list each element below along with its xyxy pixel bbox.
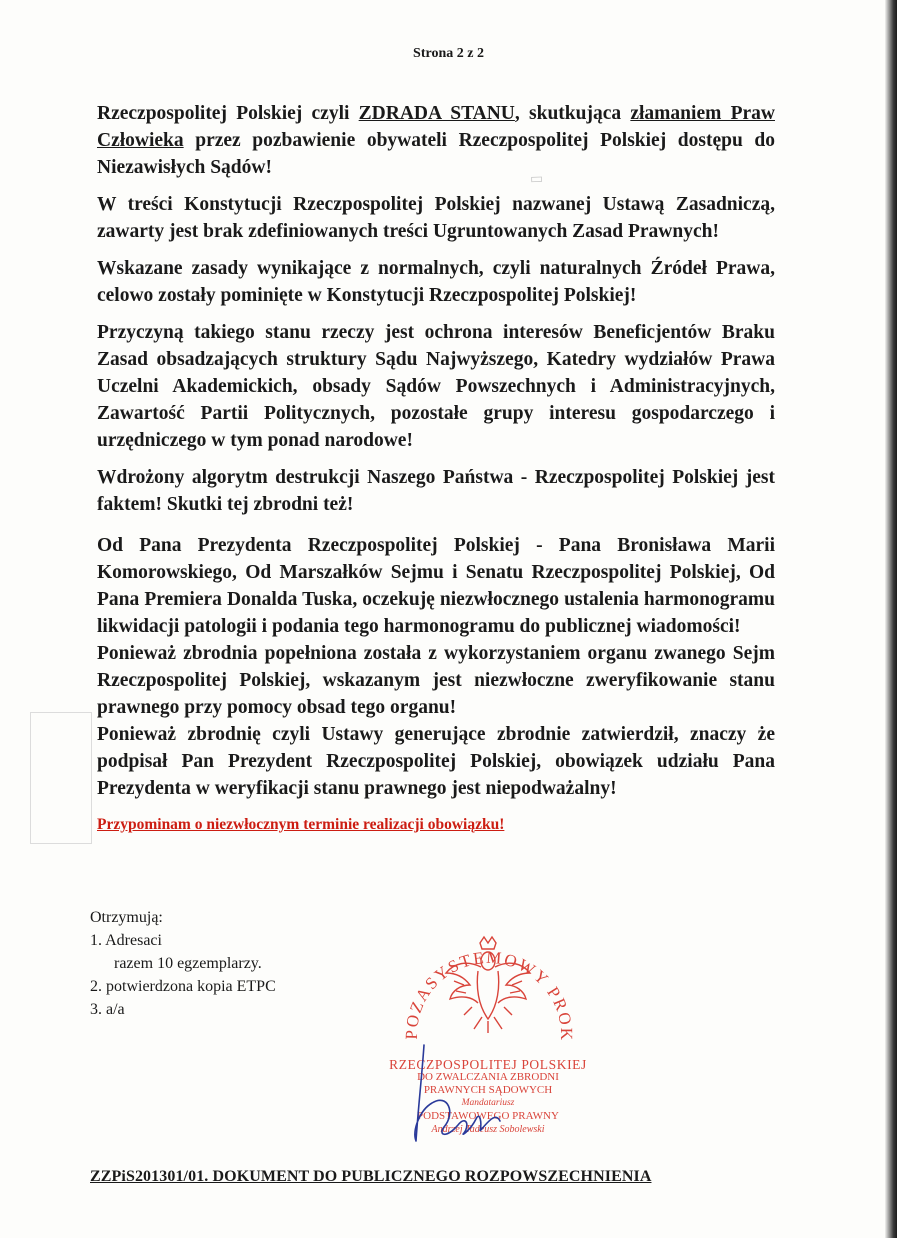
recipient-item: razem 10 egzemplarzy. [114,955,262,972]
human-rights-highlight: złamaniem Praw Człowieka [97,103,775,151]
bleed-through-mark: ▭ [529,169,544,187]
stamp-line: PRAWNYCH SĄDOWYCH [423,1084,553,1096]
paragraph-7: Ponieważ zbrodnia popełniona została z wykorzystaniem organu zwanego Sejm Rzeczpospolitej Polskiej, wskazanym jest niezwłoczne zweryfikowanie stanu prawnego przy pomocy obsad tego organu! [97,643,775,718]
stamp-line: DO ZWALCZANIA ZBRODNI [417,1071,559,1083]
seal-arc-text: POZASYSTEMOWY PROK [401,947,577,1043]
bleed-through-mark [30,712,92,844]
stamp-line: Andrzej Tadeusz Sobolewski [431,1124,545,1135]
stamp-line: PODSTAWOWEGO PRAWNY [417,1110,559,1122]
handwritten-signature [372,905,604,1151]
paragraph-8: Ponieważ zbrodnię czyli Ustawy generujące zbrodnie zatwierdził, znaczy że podpisał Pan Prezydent Rzeczpospolitej Polskiej, obowiązek udziału Pana Prezydenta w weryfikacji stanu prawnego jest niepodważalny! [97,724,775,799]
document-footer: ZZPiS201301/01. DOKUMENT DO PUBLICZNEGO ROZPOWSZECHNIENIA [90,1168,652,1185]
stamp-line: Mandatariusz [461,1098,515,1108]
stamp-line: RZECZPOSPOLITEJ POLSKIEJ [389,1057,587,1072]
page-number: Strona 2 z 2 [413,46,484,61]
paragraph-3: Wskazane zasady wynikające z normalnych, czyli naturalnych Źródeł Prawa, celowo zostały pominięte w Konstytucji Rzeczpospolitej Polskiej! [97,258,775,306]
recipients-list [90,906,276,1021]
recipients-heading: Otrzymują: [90,909,163,926]
paragraph-1-text: Rzeczpospolitej Polskiej czyli [97,103,359,124]
recipient-item: 3. a/a [90,1001,125,1018]
paragraph-5: Wdrożony algorytm destrukcji Naszego Państwa - Rzeczpospolitej Polskiej jest faktem! Skutki tej zbrodni też! [97,467,775,515]
recipient-item: 2. potwierdzona kopia ETPC [90,978,276,995]
paragraph-1-text: przez pozbawienie obywateli Rzeczpospolitej Polskiej dostępu do Niezawisłych Sądów! [97,130,775,178]
paragraph-1-text: , skutkująca [514,103,631,124]
letter-body [97,100,775,854]
paragraph-2: W treści Konstytucji Rzeczpospolitej Polskiej nazwanej Ustawą Zasadniczą, zawarty jest brak zdefiniowanych treści Ugruntowanych Zasad Prawnych! [97,194,775,242]
paragraph-1 [97,100,775,181]
treason-highlight: ZDRADA STANU [358,103,515,124]
paragraph-6: Od Pana Prezydenta Rzeczpospolitej Polskiej - Pana Bronisława Marii Komorowskiego, Od Marszałków Sejmu i Senatu Rzeczpospolitej Polskiej, Od Pana Premiera Donalda Tuska, oczekuję niezwłocznego ustalenia harmonogramu likwidacji patologii i podania tego harmonogramu do publicznej wiadomości! [97,535,775,637]
recipient-item: 1. Adresaci [90,932,162,949]
reminder-note: Przypominam o niezwłocznym terminie realizacji obowiązku! [97,816,505,833]
official-stamp [372,905,604,1151]
paragraph-4: Przyczyną takiego stanu rzeczy jest ochrona interesów Beneficjentów Braku Zasad obsadzających struktury Sądu Najwyższego, Katedry wydziałów Prawa Uczelni Akademickich, obsady Sądów Powszechnych i Administracyjnych, Zawartość Partii Politycznych, pozostałe grupy interesu gospodarczego i urzędniczego w tym ponad narodowe! [97,322,775,451]
scan-edge-shadow [885,0,897,1238]
